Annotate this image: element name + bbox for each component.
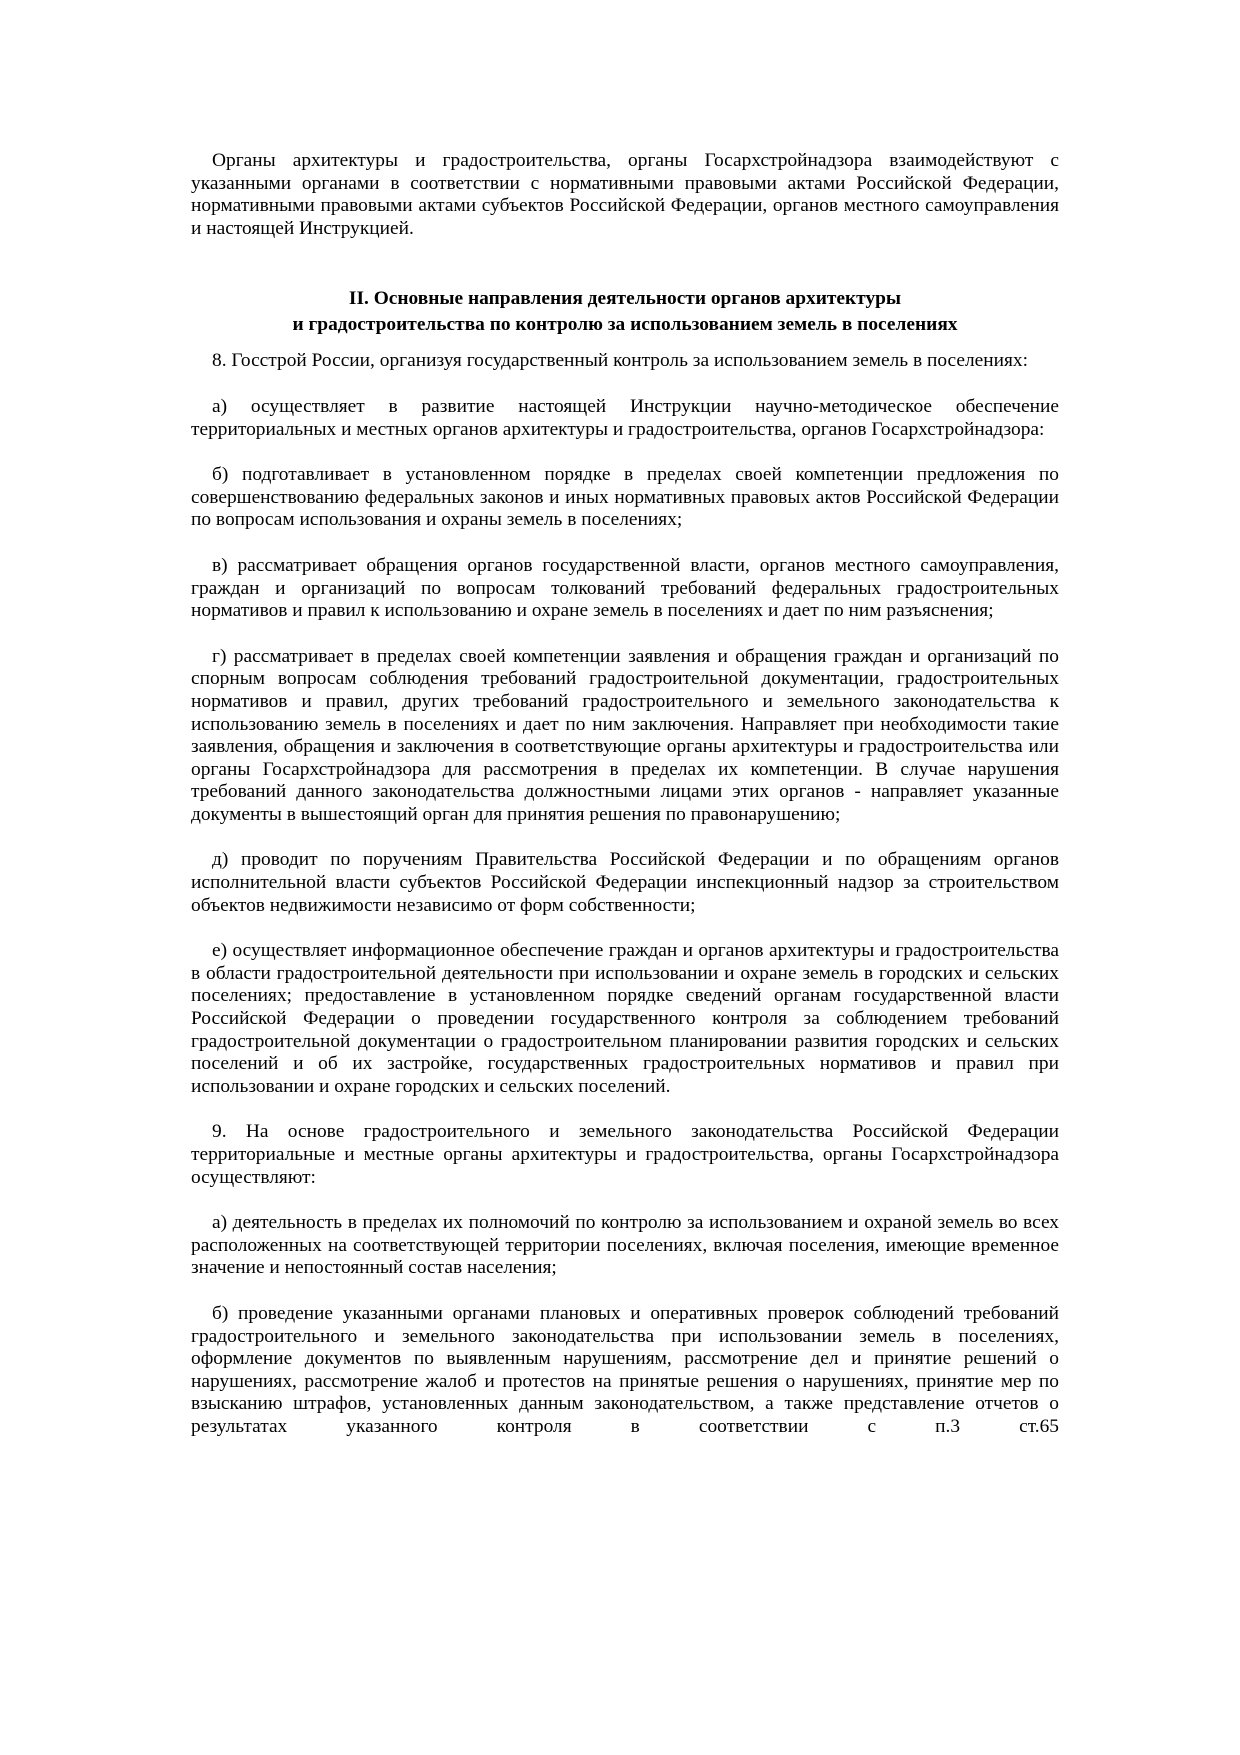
section-heading-line-2: и градостроительства по контролю за использованием земель в поселениях (292, 314, 958, 336)
clause-8-e: е) осуществляет информационное обеспечение граждан и органов архитектуры и градостроительства в области градостроительной деятельности при использовании и охране земель в городских и сельских поселениях; предоставление в установленном порядке сведений органам государственной власти Российской Федерации о проведении государственного контроля за соблюдением требований градостроительной документации о градостроительном планировании развития городских и сельских поселений и об их застройке, государственных градостроительных нормативов и правил при использовании и охране городских и сельских поселений. (191, 940, 1059, 1097)
section-heading-line-1: II. Основные направления деятельности органов архитектуры (348, 288, 902, 310)
clause-8-b: б) подготавливает в установленном порядке в пределах своей компетенции предложения по совершенствованию федеральных законов и иных нормативных правовых актов Российской Федерации по вопросам использования и охраны земель в поселениях; (191, 464, 1059, 531)
clause-8-a: а) осуществляет в развитие настоящей Инструкции научно-методическое обеспечение территориальных и местных органов архитектуры и градостроительства, органов Госархстройнадзора: (191, 395, 1059, 440)
clause-8: 8. Госстрой России, организуя государственный контроль за использованием земель в поселениях: (212, 350, 1029, 372)
clause-9-b: б) проведение указанными органами плановых и оперативных проверок соблюдений требований градостроительного и земельного законодательства при использовании земель в поселениях, оформление документов по выявленным нарушениям, рассмотрение дел и принятие решений о нарушениях, рассмотрение жалоб и протестов на принятые решения о нарушениях, принятие мер по взысканию штрафов, установленных данным законодательством, а также представление отчетов о результатах указанного контроля в соответствии с п.3 ст.65 (191, 1302, 1059, 1437)
intro-paragraph: Органы архитектуры и градостроительства, органы Госархстройнадзора взаимодействуют с указанными органами в соответствии с нормативными правовыми актами Российской Федерации, нормативными правовыми актами субъектов Российской Федерации, органов местного самоуправления и настоящей Инструкцией. (191, 150, 1059, 239)
section-heading (191, 286, 1059, 338)
clause-8-g: г) рассматривает в пределах своей компетенции заявления и обращения граждан и организаций по спорным вопросам соблюдения требований градостроительной документации, градостроительных нормативов и правил, других требований градостроительного и земельного законодательства к использованию земель в поселениях и дает по ним заключения. Направляет при необходимости такие заявления, обращения и заключения в соответствующие органы архитектуры и градостроительства или органы Госархстройнадзора для рассмотрения в пределах их компетенции. В случае нарушения требований данного законодательства должностными лицами этих органов - направляет указанные документы в вышестоящий орган для принятия решения по правонарушению; (191, 645, 1059, 825)
clause-9-a: а) деятельность в пределах их полномочий по контролю за использованием и охраной земель во всех расположенных на соответствующей территории поселениях, включая поселения, имеющие временное значение и непостоянный состав населения; (191, 1212, 1059, 1279)
clause-8-d: д) проводит по поручениям Правительства Российской Федерации и по обращениям органов исполнительной власти субъектов Российской Федерации инспекционный надзор за строительством объектов недвижимости независимо от форм собственности; (191, 849, 1059, 916)
clause-8-v: в) рассматривает обращения органов государственной власти, органов местного самоуправления, граждан и организаций по вопросам толкований требований федеральных градостроительных нормативов и правил к использованию и охране земель в поселениях и дает по ним разъяснения; (191, 554, 1059, 622)
document-page (191, 150, 1059, 1439)
clause-9: 9. На основе градостроительного и земельного законодательства Российской Федерации территориальные и местные органы архитектуры и градостроительства, органы Госархстройнадзора осуществляют: (191, 1121, 1059, 1188)
